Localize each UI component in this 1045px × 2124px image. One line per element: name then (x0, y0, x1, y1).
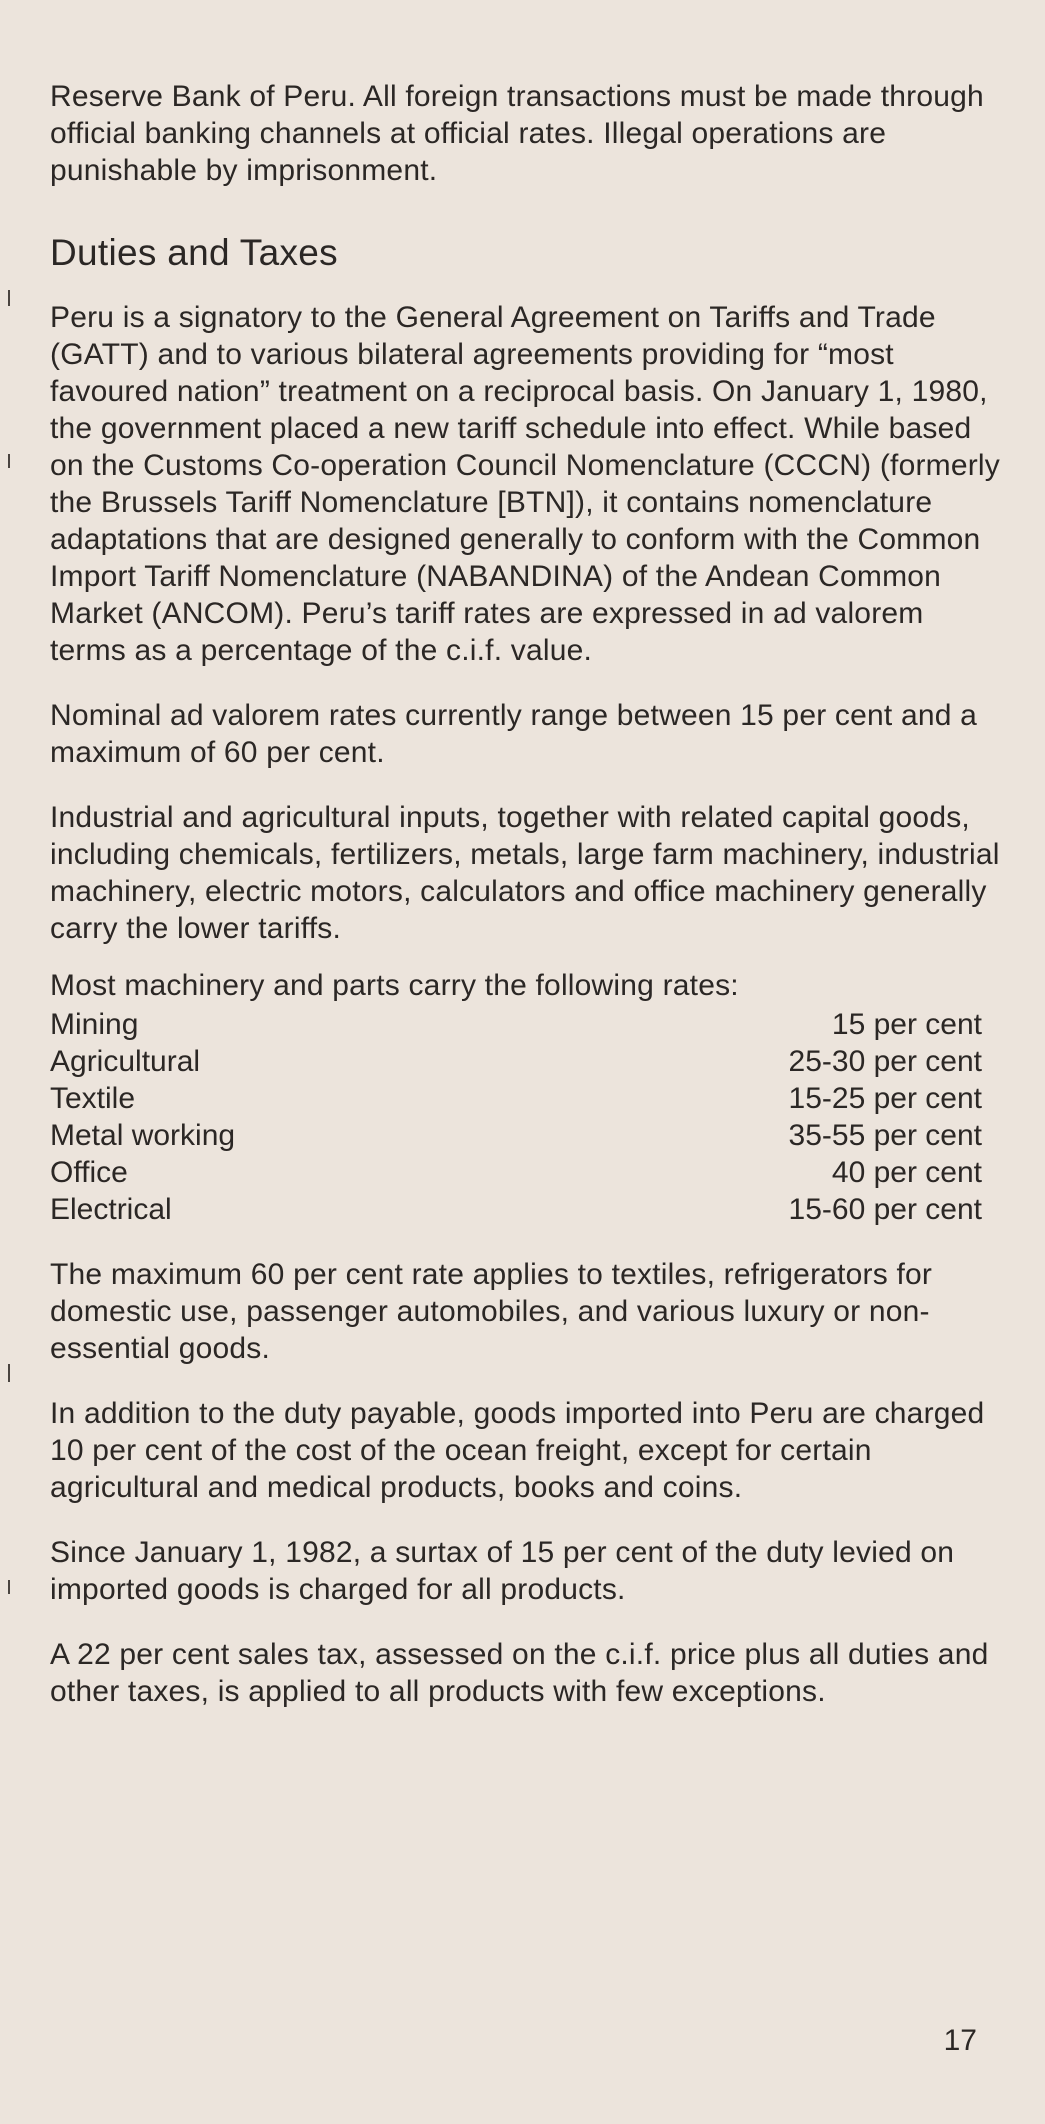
rate-category: Metal working (50, 1119, 236, 1152)
document-page (50, 78, 1000, 1710)
intro-paragraph: Reserve Bank of Peru. All foreign transactions must be made through official banking channels at official rates. Illegal operations are punishable by imprisonment. (50, 80, 984, 187)
rate-category: Mining (50, 1008, 139, 1041)
rate-category: Electrical (50, 1193, 172, 1226)
inputs-paragraph: Industrial and agricultural inputs, together with related capital goods, including chemicals, fertilizers, metals, large farm machinery, industrial machinery, electric motors, calculators and office machinery generally carry the lower tariffs. (50, 801, 1000, 945)
nominal-rates-paragraph: Nominal ad valorem rates currently range between 15 per cent and a maximum of 60 per cent. (50, 699, 978, 769)
rate-category: Agricultural (50, 1045, 201, 1078)
rate-category: Textile (50, 1082, 136, 1115)
section-heading: Duties and Taxes (50, 232, 338, 273)
rate-row (50, 1006, 982, 1043)
rate-row (50, 1191, 982, 1228)
rate-value: 15-25 per cent (788, 1082, 982, 1115)
freight-paragraph: In addition to the duty payable, goods imported into Peru are charged 10 per cent of the cost of the ocean freight, except for certain agricultural and medical products, books and coins. (50, 1397, 985, 1504)
rate-value: 40 per cent (831, 1156, 982, 1189)
margin-mark (8, 1580, 10, 1594)
gatt-paragraph: Peru is a signatory to the General Agreement on Tariffs and Trade (GATT) and to various bilateral agreements providing for “most favoured nation” treatment on a reciprocal basis. On January 1, 1980, the government placed a new tariff schedule into effect. While based on the Customs Co-operation Council Nomenclature (CCCN) (formerly the Brussels Tariff Nomenclature [BTN]), it contains nomenclature adaptations that are designed generally to conform with the Common Import Tariff Nomenclature (NABANDINA) of the Andean Common Market (ANCOM). Peru’s tariff rates are expressed in ad valorem terms as a percentage of the c.i.f. value. (50, 301, 1000, 667)
sales-tax-paragraph: A 22 per cent sales tax, assessed on the c.i.f. price plus all duties and other taxes, is applied to all products with few exceptions. (50, 1638, 989, 1708)
machinery-rates-table (50, 1006, 982, 1228)
rate-category: Office (50, 1156, 128, 1189)
rate-value: 35-55 per cent (788, 1119, 982, 1152)
rate-row (50, 1043, 982, 1080)
rate-value: 15 per cent (831, 1008, 982, 1041)
machinery-intro: Most machinery and parts carry the following rates: (50, 969, 739, 1002)
page-number: 17 (943, 2024, 977, 2057)
rate-value: 25-30 per cent (788, 1045, 982, 1078)
margin-mark (8, 1364, 10, 1382)
surtax-paragraph: Since January 1, 1982, a surtax of 15 per cent of the duty levied on imported goods is charged for all products. (50, 1536, 955, 1606)
maximum-rate-paragraph: The maximum 60 per cent rate applies to textiles, refrigerators for domestic use, passenger automobiles, and various luxury or non-essential goods. (50, 1258, 933, 1365)
rate-value: 15-60 per cent (788, 1193, 982, 1226)
rate-row (50, 1154, 982, 1191)
margin-mark (8, 290, 10, 306)
rate-row (50, 1117, 982, 1154)
margin-mark (8, 454, 10, 468)
rate-row (50, 1080, 982, 1117)
